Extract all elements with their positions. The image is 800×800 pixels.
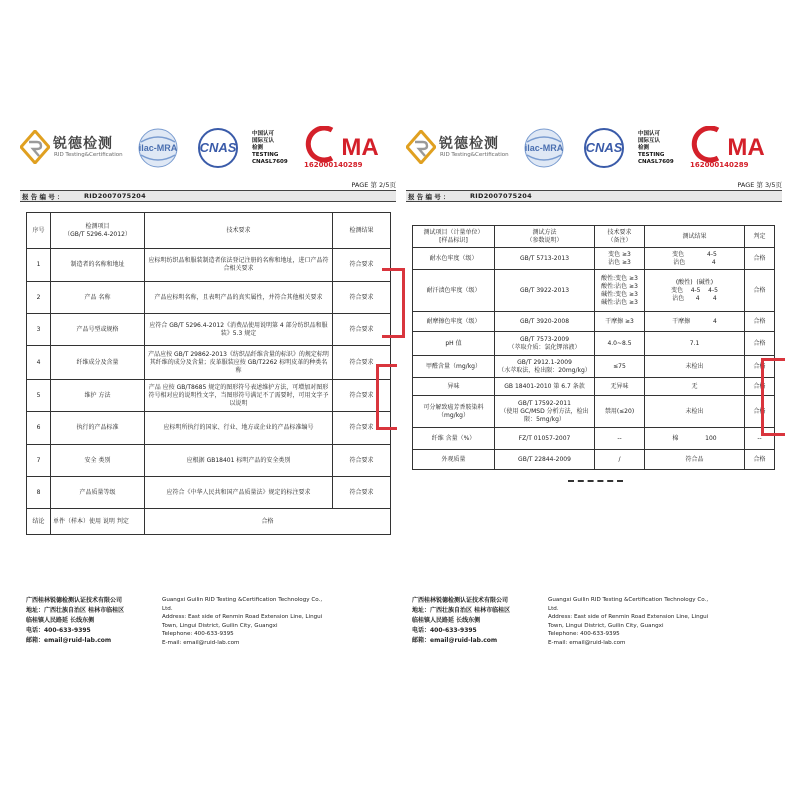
inspection-table [26, 212, 391, 535]
cnas-caption [638, 131, 682, 166]
table-row [413, 332, 775, 356]
footer-chinese [412, 596, 552, 646]
ilac-text: ilac-MRA [138, 143, 178, 153]
ilac-text: ilac-MRA [524, 143, 564, 153]
table-row [27, 445, 391, 477]
cnas-logo [190, 128, 246, 168]
test-results-table [412, 225, 775, 470]
report-page-2 [20, 118, 396, 666]
page-number: PAGE 第 3/5页 [737, 181, 782, 189]
cell-judge: 合格 [745, 450, 775, 470]
cell-item: pH 值 [413, 332, 495, 356]
cell-item: 外观质量 [413, 450, 495, 470]
table-row [413, 428, 775, 450]
cell-item: 纤维成分及含量 [51, 346, 145, 380]
brand-name: 锐德检测 [53, 136, 113, 152]
text-line: 电话：400-633-9395 [26, 627, 91, 634]
cell-requirement: 产品 应按 GB/T8685 规定的图形符号表述维护方法，可增加对图形符号相对应的说明性文字，当图形符号满足不了需要时，可用文字予以说明 [145, 380, 333, 412]
table-header-row [413, 226, 775, 248]
header-cell: 检测结果 [333, 213, 391, 249]
cell-requirement: 应符合 GB/T 5296.4-2012《消费品使用说明第 4 部分纺织品和服装》5.3 规定 [145, 314, 333, 346]
table-row [27, 282, 391, 314]
table-row [413, 356, 775, 378]
cell-requirement: ≤75 [595, 356, 645, 378]
cell-requirement: 无异味 [595, 378, 645, 396]
cell-requirement: 应标明纺织品和服装制造者依法登记注册的名称和地址，进口产品符合相关要求 [145, 249, 333, 282]
cell-item: 制造者的名称和地址 [51, 249, 145, 282]
table-row [413, 270, 775, 312]
cell-method: GB/T 5713-2013 [495, 248, 595, 270]
text-line: 电话：400-633-9395 [412, 627, 477, 634]
cell-no: 5 [27, 380, 51, 412]
cell-no: 7 [27, 445, 51, 477]
cell-requirement: 产品应标明名称，且表明产品的真实属性，并符合其他相关要求 [145, 282, 333, 314]
cell-requirement: 禁用(≤20) [595, 396, 645, 428]
report-number-bar [20, 190, 396, 202]
header-cell: 测试结果 [645, 226, 745, 248]
text-line: Telephone: 400-633-9395 [548, 631, 620, 637]
table-row [413, 396, 775, 428]
cell-requirement: 应根据 GB18401 标明产品的安全类别 [145, 445, 333, 477]
cell-result: 符合要求 [333, 346, 391, 380]
cell-requirement: 应符合《中华人民共和国产品质量法》规定的标注要求 [145, 477, 333, 509]
cell-result: 符合要求 [333, 445, 391, 477]
cell-item: 执行的产品标准 [51, 412, 145, 445]
cell-item: 产品质量等级 [51, 477, 145, 509]
rid-diamond-icon [20, 130, 50, 164]
text-line: 检测 [638, 145, 650, 151]
cell-item: 耐汗渍色牢度（级） [413, 270, 495, 312]
ma-number: 162000140289 [304, 161, 363, 169]
red-stamp-fragment [761, 358, 785, 436]
cell-judge: 合格 [745, 248, 775, 270]
text-line: 广西桂林锐德检测认证技术有限公司 [412, 597, 509, 604]
cell-requirement: 酸性:变色 ≥3 酸性:沾色 ≥3 碱性:变色 ≥3 碱性:沾色 ≥3 [595, 270, 645, 312]
text-line: 临桂镇人民路延 长线东侧 [26, 617, 95, 624]
cnas-logo [576, 128, 632, 168]
brand-subtitle: RID Testing&Certification [440, 152, 509, 158]
text-line: Town, Lingui District, Guilin City, Guangxi [548, 622, 664, 629]
text-line: 临桂镇人民路延 长线东侧 [412, 617, 481, 624]
rid-diamond-icon [406, 130, 436, 164]
text-line: 邮箱：email@ruid-lab.com [26, 637, 112, 644]
table-row [27, 412, 391, 445]
cell-result: 符合品 [645, 450, 745, 470]
cell-result: 符合要求 [333, 249, 391, 282]
footer [20, 596, 396, 656]
header-cell: 测试方法 （参数说明） [495, 226, 595, 248]
cell-result: 未检出 [645, 356, 745, 378]
table-row [413, 248, 775, 270]
report-page-3 [406, 118, 782, 666]
cell-method: GB/T 17592-2011 （使用 GC/MSD 分析方法，检出限：5mg/kg） [495, 396, 595, 428]
cell-item: 可分解致癌芳香胺染料（mg/kg） [413, 396, 495, 428]
text-line: TESTING [638, 152, 665, 158]
text-line: TESTING [252, 152, 279, 158]
cell-result: 符合要求 [333, 380, 391, 412]
text-line: 检测 [252, 145, 264, 151]
footer-english [548, 596, 782, 647]
table-row [27, 477, 391, 509]
text-line: Telephone: 400-633-9395 [162, 631, 234, 637]
cell-method: GB/T 2912.1-2009 （水萃取法，检出限：20mg/kg） [495, 356, 595, 378]
cell-requirement: 4.0~8.5 [595, 332, 645, 356]
text-line: CNASL7609 [252, 159, 288, 165]
table-row [413, 312, 775, 332]
report-number-label: 报 告 编 号 ： [22, 193, 64, 201]
header-cell: 技术要求 [145, 213, 333, 249]
table-row [27, 380, 391, 412]
cell-item: 产品 名称 [51, 282, 145, 314]
text-line: 中国认可 [252, 131, 275, 137]
red-stamp-fragment [382, 268, 405, 338]
cnas-caption [252, 131, 296, 166]
header-cell: 测试项目（计量单位） [样品标识] [413, 226, 495, 248]
cell-result: 符合要求 [333, 412, 391, 445]
text-line: 地址：广西壮族自治区 桂林市临桂区 [412, 607, 511, 614]
text-line: Town, Lingui District, Guilin City, Guangxi [162, 622, 278, 629]
cell-no: 1 [27, 249, 51, 282]
report-number-label: 报 告 编 号 ： [408, 193, 450, 201]
conclusion-text: 单件（样本）使用 说明 判定 [51, 509, 145, 535]
cell-method: FZ/T 01057-2007 [495, 428, 595, 450]
ilac-mra-logo [519, 128, 569, 168]
text-line: CNASL7609 [638, 159, 674, 165]
text-line: Address: East side of Renmin Road Extension Line, Lingui [548, 614, 709, 620]
text-line: 邮箱：email@ruid-lab.com [412, 637, 498, 644]
ma-number: 162000140289 [690, 161, 749, 169]
cell-method: GB 18401-2010 第 6.7 条款 [495, 378, 595, 396]
header-logos [20, 126, 396, 170]
cell-result: 符合要求 [333, 314, 391, 346]
header-cell: 技术要求 （备注） [595, 226, 645, 248]
cell-item: 产品号型或规格 [51, 314, 145, 346]
header-cell: 检测项目 （GB/T 5296.4-2012） [51, 213, 145, 249]
table-header-row [27, 213, 391, 249]
footer [406, 596, 782, 656]
cell-result: 7.1 [645, 332, 745, 356]
cell-requirement: -- [595, 428, 645, 450]
cell-item: 耐摩擦色牢度（级） [413, 312, 495, 332]
cell-judge: 合格 [745, 332, 775, 356]
cell-result: 未检出 [645, 396, 745, 428]
conclusion-result: 合格 [145, 509, 391, 535]
ma-text: MA [727, 134, 765, 161]
header-cell: 判定 [745, 226, 775, 248]
report-number-value: RID2007075204 [84, 192, 146, 200]
cell-judge: 合格 [745, 312, 775, 332]
cell-result: 干摩擦 4 [645, 312, 745, 332]
cell-result: 无 [645, 378, 745, 396]
cell-requirement: 干摩擦 ≥3 [595, 312, 645, 332]
page-number: PAGE 第 2/5页 [351, 181, 396, 189]
rid-logo [20, 130, 123, 166]
brand-name: 锐德检测 [439, 136, 499, 152]
red-stamp-fragment [376, 364, 397, 430]
text-line: E-mail: email@ruid-lab.com [548, 639, 626, 646]
end-of-table-divider [568, 480, 623, 482]
cell-no: 8 [27, 477, 51, 509]
header-logos [406, 126, 782, 170]
text-line: Ltd. [548, 605, 559, 612]
text-line: 广西桂林锐德检测认证技术有限公司 [26, 597, 123, 604]
text-line: Guangxi Guilin RID Testing &Certification Technology Co., [162, 597, 323, 603]
cell-item: 安全 类别 [51, 445, 145, 477]
table-row [413, 450, 775, 470]
brand-subtitle: RID Testing&Certification [54, 152, 123, 158]
cell-no: 3 [27, 314, 51, 346]
cell-method: GB/T 3922-2013 [495, 270, 595, 312]
cell-judge: 合格 [745, 356, 775, 378]
cell-method: GB/T 7573-2009 （萃取介质：氯化钾溶液） [495, 332, 595, 356]
cell-item: 异味 [413, 378, 495, 396]
text-line: Guangxi Guilin RID Testing &Certification Technology Co., [548, 597, 709, 603]
cell-result: 符合要求 [333, 477, 391, 509]
cell-no: 4 [27, 346, 51, 380]
text-line: 中国认可 [638, 131, 661, 137]
conclusion-label: 结论 [27, 509, 51, 535]
text-line: Ltd. [162, 605, 173, 612]
cell-judge: 合格 [745, 378, 775, 396]
text-line: E-mail: email@ruid-lab.com [162, 639, 240, 646]
cell-result: 符合要求 [333, 282, 391, 314]
cell-requirement: 产品应按 GB/T 29862-2013《纺织品纤维含量的标识》的规定标明其纤维的成分及含量；皮革服装应按 GB/T2262 标明皮革的种类名称 [145, 346, 333, 380]
table-row [27, 346, 391, 380]
text-line: 地址：广西壮族自治区 桂林市临桂区 [26, 607, 125, 614]
cell-requirement: 应标明所执行的国家、行业、地方或企业的产品标准编号 [145, 412, 333, 445]
cell-method: GB/T 22844-2009 [495, 450, 595, 470]
cell-result: (酸性) (碱性) 变色 4-5 4-5 沾色 4 4 [645, 270, 745, 312]
cell-result: 变色 4-5 沾色 4 [645, 248, 745, 270]
cell-result: 棉 100 [645, 428, 745, 450]
ilac-mra-logo [133, 128, 183, 168]
cell-method: GB/T 3920-2008 [495, 312, 595, 332]
footer-english [162, 596, 396, 647]
footer-chinese [26, 596, 166, 646]
ma-text: MA [341, 134, 379, 161]
cell-item: 甲醛含量（mg/kg） [413, 356, 495, 378]
cell-item: 纤维 含量（%） [413, 428, 495, 450]
report-number-value: RID2007075204 [470, 192, 532, 200]
cell-requirement: / [595, 450, 645, 470]
rid-logo [406, 130, 509, 166]
text-line: Address: East side of Renmin Road Extension Line, Lingui [162, 614, 323, 620]
cell-item: 耐水色牢度（级） [413, 248, 495, 270]
text-line: 国际互认 [252, 138, 275, 144]
conclusion-row [27, 509, 391, 535]
table-row [27, 314, 391, 346]
cnas-text: CNAS [199, 140, 237, 155]
cell-item: 维护 方法 [51, 380, 145, 412]
cell-no: 6 [27, 412, 51, 445]
cell-judge: -- [745, 428, 775, 450]
cell-no: 2 [27, 282, 51, 314]
table-row [413, 378, 775, 396]
header-cell: 序号 [27, 213, 51, 249]
cell-judge: 合格 [745, 396, 775, 428]
cnas-text: CNAS [585, 140, 623, 155]
cell-judge: 合格 [745, 270, 775, 312]
text-line: 国际互认 [638, 138, 661, 144]
table-row [27, 249, 391, 282]
cell-requirement: 变色 ≥3 沾色 ≥3 [595, 248, 645, 270]
report-number-bar [406, 190, 782, 202]
